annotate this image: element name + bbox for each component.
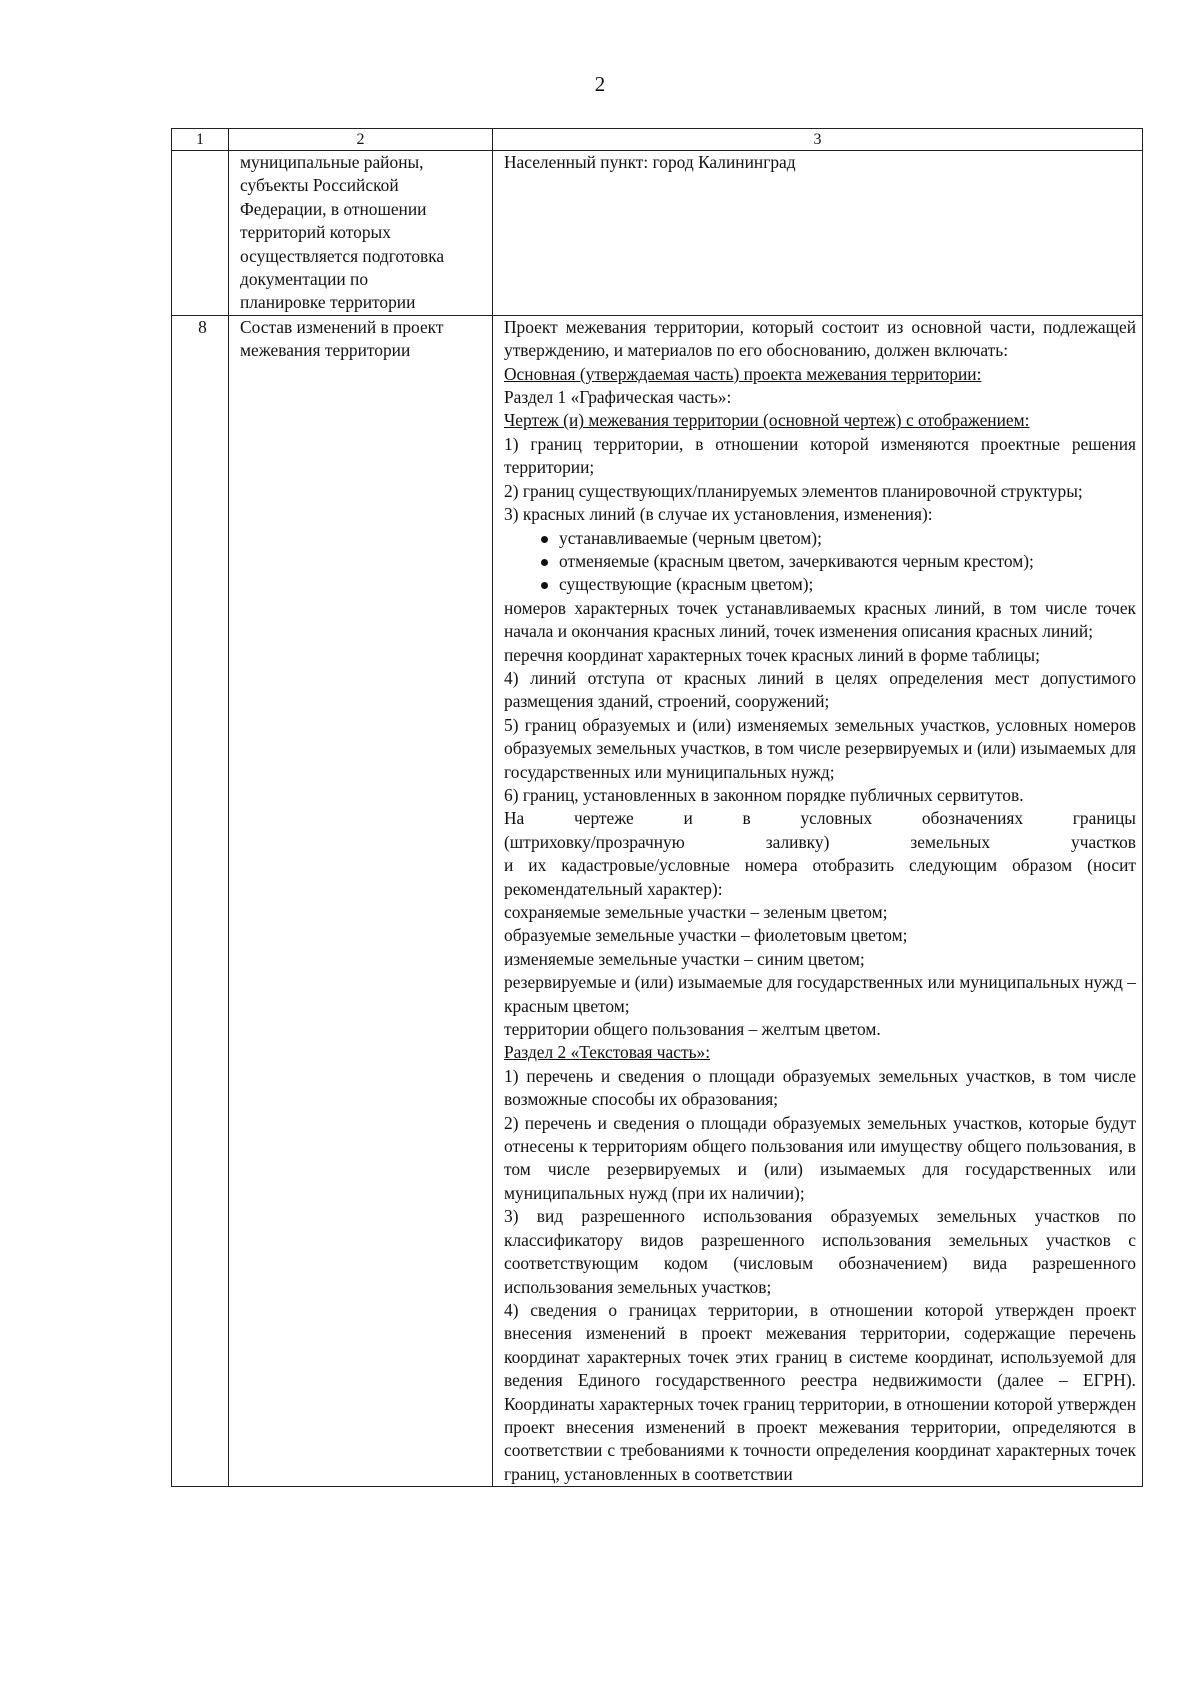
legend-word: чертеже	[574, 808, 634, 829]
page-number: 2	[594, 72, 606, 96]
cell-line: субъекты Российской	[240, 175, 399, 196]
legend-word: обозначениях	[921, 808, 1024, 829]
cell-line: муниципальные районы,	[240, 152, 424, 172]
text-item-1: 1) перечень и сведения о площади образуемых земельных участков, в том числе возможные способы их образования;	[504, 1065, 1136, 1110]
legend-word: На	[504, 808, 525, 829]
legend-line-2	[504, 831, 1136, 854]
legend-word: земельных	[910, 831, 991, 852]
intro-paragraph: Проект межевания территории, который состоит из основной части, подлежащей утверждению, и материалов по его обоснованию, должен включать:	[504, 316, 1136, 361]
list-item-5: 5) границ образуемых и (или) изменяемых земельных участков, условных номеров образуемых земельных участков, в том числе резервируемых и (или) изымаемых для государственных или муниципальных нужд;	[504, 714, 1136, 782]
cell-line: документации по	[240, 269, 369, 290]
color-reserved-plots: резервируемые и (или) изымаемые для государственных или муниципальных нужд – красным цветом;	[504, 972, 1136, 1016]
row-cont-number	[172, 151, 229, 316]
legend-word: в	[742, 808, 751, 829]
bullet-item-existing: существующие (красным цветом);	[504, 573, 1136, 596]
row-8-number: 8	[172, 315, 229, 1486]
table-row-continued	[172, 151, 1143, 316]
text-item-3: 3) вид разрешенного использования образуемых земельных участков по классификатору видов разрешенного использования земельных участков с соответствующим кодом (числовым обозначением) вида разрешенного использования земельных участков;	[504, 1206, 1136, 1297]
list-item-4: 4) линий отступа от красных линий в целях определения мест допустимого размещения зданий, строений, сооружений;	[504, 667, 1136, 712]
cell-line: территорий которых	[240, 222, 391, 243]
color-saved-plots: сохраняемые земельные участки – зеленым цветом;	[504, 902, 888, 922]
legend-word: (штриховку/прозрачную	[504, 831, 685, 852]
section-2-heading: Раздел 2 «Текстовая часть»:	[504, 1042, 711, 1063]
row-cont-value	[493, 151, 1143, 316]
cell-line: планировке территории	[240, 292, 416, 313]
header-col-2: 2	[229, 129, 493, 151]
drawing-heading: Чертеж (и) межевания территории (основной чертеж) с отображением:	[504, 410, 1030, 431]
bullet-item-cancelled: отменяемые (красным цветом, зачеркиваются черным крестом);	[504, 550, 1136, 573]
legend-line-1	[504, 807, 1136, 830]
list-item-2: 2) границ существующих/планируемых элементов планировочной структуры;	[504, 480, 1083, 501]
legend-word: и	[683, 808, 693, 829]
cell-line: осуществляется подготовка	[240, 245, 445, 266]
legend-word: участков	[1071, 831, 1136, 852]
legend-word: условных	[800, 808, 873, 829]
settlement-text: Населенный пункт: город Калининград	[504, 152, 796, 172]
legend-paragraph: и их кадастровые/условные номера отобразить следующим образом (носит рекомендательный характер):	[504, 855, 1136, 899]
main-part-heading: Основная (утверждаемая часть) проекта межевания территории:	[504, 363, 982, 384]
requirements-table	[171, 128, 1143, 1487]
color-changed-plots: изменяемые земельные участки – синим цветом;	[504, 948, 865, 969]
bullet-item-established: устанавливаемые (черным цветом);	[504, 527, 1136, 550]
text-item-4: 4) сведения о границах территории, в отношении которой утвержден проект внесения изменений в проект межевания территории, содержащие перечень координат характерных точек этих границ в системе координат, используемой для ведения Единого государственного реестра недвижимости (далее – ЕГРН). Координаты характерных точек границ территории, в отношении которой утвержден проект внесения изменений в проект межевания территории, определяются в соответствии с требованиями к точности определения координат характерных точек границ, установленных в соответствии	[504, 1299, 1136, 1484]
cell-line: Федерации, в отношении	[240, 198, 427, 219]
numbers-paragraph: номеров характерных точек устанавливаемых красных линий, в том числе точек начала и окончания красных линий, точек изменения описания красных линий;	[504, 597, 1136, 642]
color-formed-plots: образуемые земельные участки – фиолетовым цветом;	[504, 925, 908, 946]
cell-line: Состав изменений в проект	[240, 316, 444, 337]
list-item-3: 3) красных линий (в случае их установления, изменения):	[504, 504, 933, 525]
row-cont-parameter	[229, 151, 493, 316]
list-item-6: 6) границ, установленных в законном порядке публичных сервитутов.	[504, 784, 1024, 805]
row-8-parameter	[229, 315, 493, 1486]
list-item-1: 1) границ территории, в отношении которой изменяются проектные решения территории;	[504, 433, 1136, 478]
coordinates-paragraph: перечня координат характерных точек красных линий в форме таблицы;	[504, 644, 1040, 665]
header-col-3: 3	[493, 129, 1143, 151]
legend-word: заливку)	[765, 831, 830, 852]
text-item-2: 2) перечень и сведения о площади образуемых земельных участков, которые будут отнесены к территориям общего пользования или имуществу общего пользования, в том числе резервируемых и (или) изымаемых для государственных или муниципальных нужд (при их наличии);	[504, 1112, 1136, 1203]
row-8-content	[493, 315, 1143, 1486]
cell-line: межевания территории	[240, 340, 411, 361]
header-col-1: 1	[172, 129, 229, 151]
color-public-territories: территории общего пользования – желтым цветом.	[504, 1019, 881, 1040]
table-row-8	[172, 315, 1143, 1486]
legend-word: границы	[1072, 808, 1136, 829]
table-header-row	[172, 129, 1143, 151]
section-1-heading: Раздел 1 «Графическая часть»:	[504, 387, 732, 408]
